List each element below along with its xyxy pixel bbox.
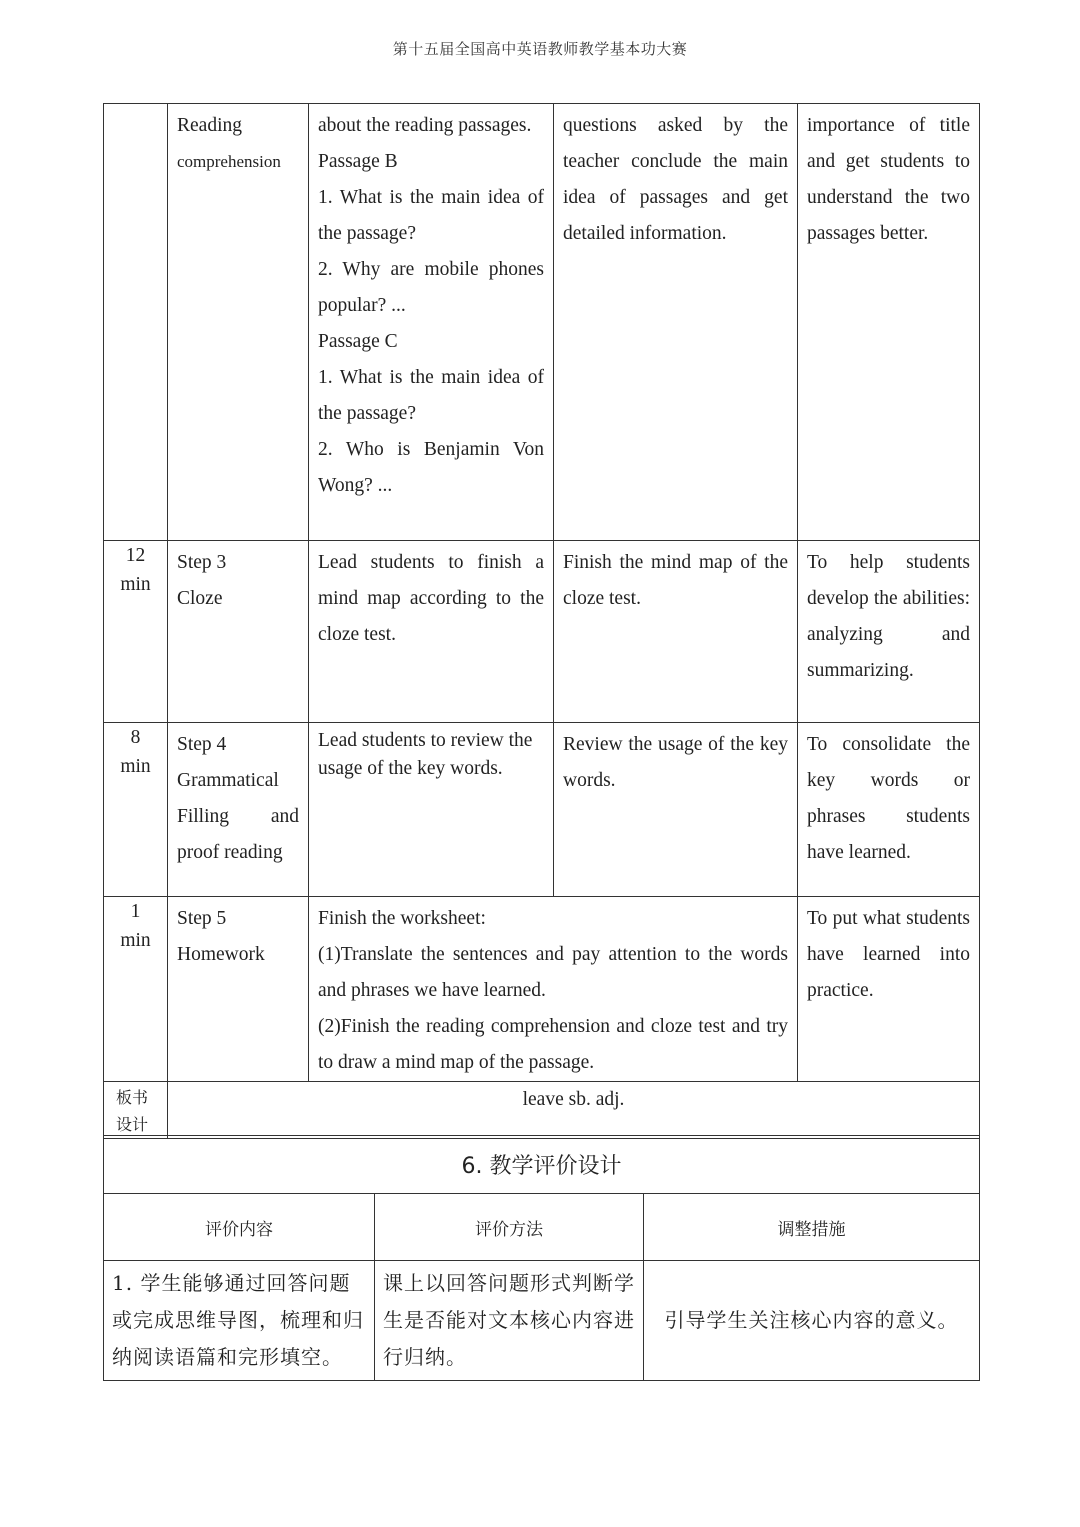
step-cell — [168, 541, 309, 723]
step-label: Homework — [177, 944, 265, 965]
teacher-line: Passage B — [318, 151, 398, 172]
homework-cell — [309, 897, 798, 1082]
board-design-label — [104, 1082, 168, 1139]
time-unit: min — [120, 574, 151, 595]
header-evaluation-method: 评价方法 — [375, 1194, 644, 1261]
time-cell — [104, 104, 168, 541]
step-cell — [168, 723, 309, 897]
teacher-line: 1. What is the main idea of the passage? — [318, 367, 544, 424]
time-value: 12 — [125, 545, 146, 566]
table-row — [104, 104, 980, 541]
table-row — [104, 1261, 980, 1381]
evaluation-table — [103, 1135, 980, 1381]
adjustment-cell: 引导学生关注核心内容的意义。 — [644, 1261, 980, 1381]
teacher-activity-cell: Lead students to review the usage of the key words. — [309, 723, 554, 897]
evaluation-content-cell: 1. 学生能够通过回答问题或完成思维导图，梳理和归纳阅读语篇和完形填空。 — [104, 1261, 375, 1381]
header-evaluation-content: 评价内容 — [104, 1194, 375, 1261]
purpose-cell: To consolidate the key words or phrases students have learned. — [798, 723, 980, 897]
student-activity-cell: Finish the mind map of the cloze test. — [554, 541, 798, 723]
header-adjustment-measures: 调整措施 — [644, 1194, 980, 1261]
step-label: Step 4 — [177, 734, 227, 755]
student-activity-cell: questions asked by the teacher conclude the main idea of passages and get detailed information. — [554, 104, 798, 541]
teacher-activity-cell: Lead students to finish a mind map according to the cloze test. — [309, 541, 554, 723]
time-cell — [104, 541, 168, 723]
time-cell — [104, 897, 168, 1082]
purpose-cell: To put what students have learned into practice. — [798, 897, 980, 1082]
teacher-line: 2. Why are mobile phones popular? ... — [318, 259, 544, 316]
board-label-line: 设计 — [116, 1115, 149, 1134]
step-cell — [168, 104, 309, 541]
teacher-line: 2. Who is Benjamin Von Wong? ... — [318, 439, 544, 496]
homework-line: (2)Finish the reading comprehension and cloze test and try to draw a mind map of the passage. — [318, 1016, 788, 1073]
time-value: 8 — [130, 727, 141, 748]
teacher-line: 1. What is the main idea of the passage? — [318, 187, 544, 244]
board-design-row — [104, 1082, 980, 1139]
homework-line: (1)Translate the sentences and pay attention to the words and phrases we have learned. — [318, 944, 788, 1001]
time-cell — [104, 723, 168, 897]
step-label: Step 5 — [177, 908, 227, 929]
step-label: Grammatical Filling and proof reading — [177, 770, 299, 863]
board-design-content: leave sb. adj. — [168, 1082, 980, 1139]
step-cell — [168, 897, 309, 1082]
step-label: Reading — [177, 115, 242, 136]
evaluation-method-cell: 课上以回答问题形式判断学生是否能对文本核心内容进行归纳。 — [375, 1261, 644, 1381]
table-row — [104, 897, 980, 1082]
purpose-cell: To help students develop the abilities: analyzing and summarizing. — [798, 541, 980, 723]
step-label: Cloze — [177, 588, 223, 609]
step-label: comprehension — [177, 152, 281, 171]
teacher-line: Passage C — [318, 331, 398, 352]
table-row — [104, 723, 980, 897]
lesson-plan-table — [103, 103, 980, 1139]
teacher-line: about the reading passages. — [318, 115, 532, 136]
section-title: 6. 教学评价设计 — [104, 1136, 980, 1194]
page-header-title: 第十五届全国高中英语教师教学基本功大赛 — [392, 42, 688, 58]
teacher-activity-cell — [309, 104, 554, 541]
time-unit: min — [120, 756, 151, 777]
step-label: Step 3 — [177, 552, 227, 573]
homework-line: Finish the worksheet: — [318, 908, 486, 929]
time-value: 1 — [130, 901, 141, 922]
time-unit: min — [120, 930, 151, 951]
student-activity-cell: Review the usage of the key words. — [554, 723, 798, 897]
purpose-cell: importance of title and get students to understand the two passages better. — [798, 104, 980, 541]
table-row — [104, 541, 980, 723]
board-label-line: 板书 — [116, 1088, 149, 1107]
